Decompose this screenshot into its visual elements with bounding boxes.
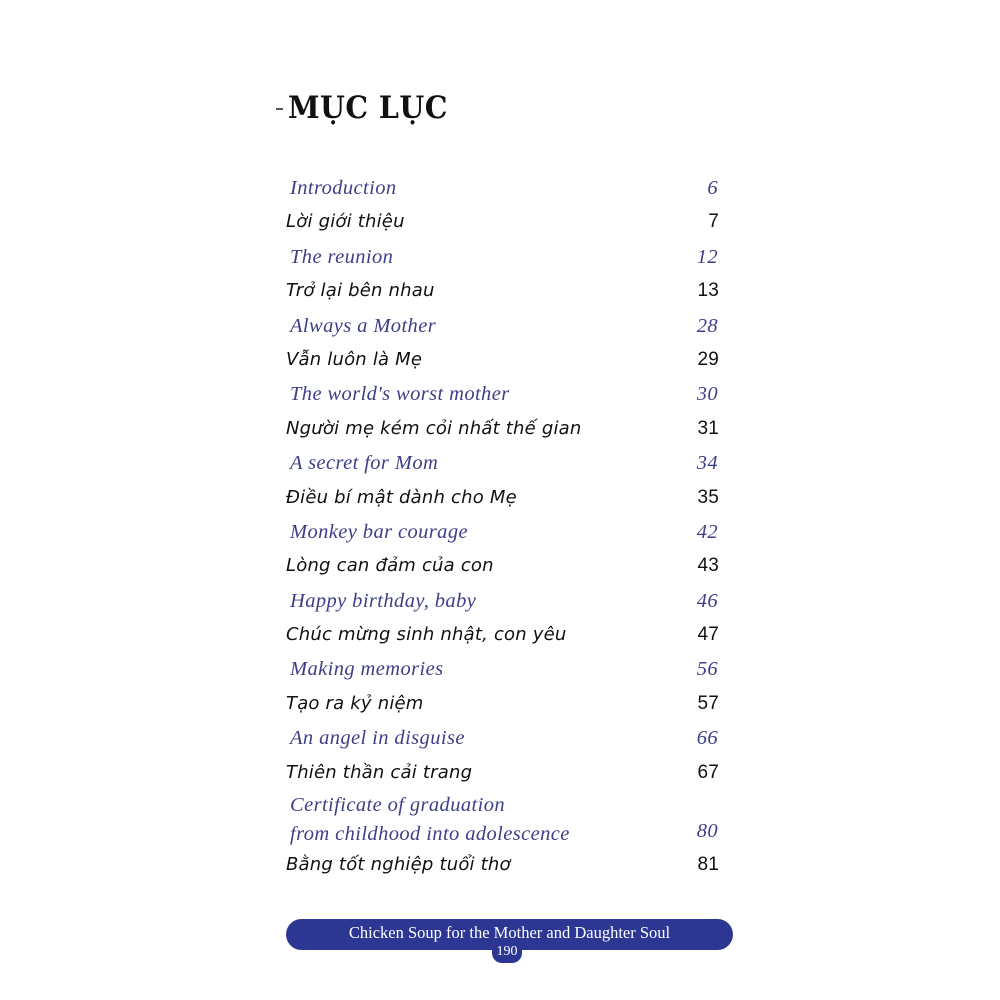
toc-entry-page: 81 — [697, 854, 719, 876]
toc-entry-title-line1: Certificate of graduation — [290, 794, 505, 817]
toc-entry-page: 67 — [697, 761, 719, 783]
toc-entry-title: Introduction — [290, 177, 397, 199]
toc-entry-title: A secret for Mom — [290, 452, 439, 475]
toc-entry-title: An angel in disguise — [290, 727, 465, 750]
toc-entry — [284, 171, 724, 205]
toc-entry-page: 43 — [697, 555, 719, 577]
toc-entry-title: The reunion — [290, 245, 394, 268]
toc-entry — [284, 240, 724, 274]
toc-entry — [284, 205, 724, 239]
toc-entry-title: Vẫn luôn là Mẹ — [286, 348, 423, 370]
toc-entry-page: 46 — [696, 589, 718, 612]
toc-entry-page: 42 — [696, 520, 718, 543]
toc-entry-page: 7 — [708, 211, 719, 233]
toc-entry-title: Lòng can đảm của con — [286, 555, 494, 577]
toc-entry-title: The world's worst mother — [290, 383, 510, 406]
toc-entry-page: 34 — [696, 452, 718, 475]
toc-entry — [284, 721, 724, 755]
toc-entry-title: Tạo ra kỷ niệm — [286, 692, 424, 714]
toc-entry — [284, 446, 724, 480]
page-number: 190 — [492, 943, 522, 963]
toc-entry-title: Trở lại bên nhau — [286, 280, 435, 302]
toc-entry — [284, 412, 724, 446]
toc-entry-title: Điều bí mật dành cho Mẹ — [286, 486, 517, 508]
toc-entry — [284, 848, 724, 882]
toc-entry-title: Monkey bar courage — [290, 520, 468, 543]
toc-entry — [284, 549, 724, 583]
toc-entry — [284, 377, 724, 411]
toc-entry-title: Always a Mother — [290, 314, 437, 337]
toc-entry — [284, 481, 724, 515]
toc-entry — [284, 343, 724, 377]
toc-entry-page: 57 — [697, 692, 719, 714]
toc-entry-page: 6 — [707, 177, 718, 199]
toc-entry — [284, 618, 724, 652]
toc-entry-page: 56 — [696, 658, 718, 681]
toc-entry-title: Happy birthday, baby — [290, 589, 477, 612]
footer-book-title: Chicken Soup for the Mother and Daughter Soul — [348, 923, 671, 942]
toc-entry-title — [290, 791, 570, 849]
toc-entry-page: 13 — [697, 280, 719, 302]
heading-dash — [276, 108, 283, 110]
toc-entry — [284, 790, 724, 848]
toc-entry-title: Người mẹ kém cỏi nhất thế gian — [286, 417, 582, 439]
toc-entry-page: 47 — [697, 624, 719, 646]
table-of-contents — [284, 171, 724, 882]
toc-entry-page: 30 — [696, 383, 718, 406]
toc-entry — [284, 515, 724, 549]
page-title: MỤC LỤC — [288, 90, 448, 126]
toc-entry — [284, 687, 724, 721]
toc-entry-title: Bằng tốt nghiệp tuổi thơ — [286, 854, 511, 876]
toc-entry-title: Chúc mừng sinh nhật, con yêu — [286, 624, 567, 646]
toc-entry-title: Lời giới thiệu — [286, 211, 405, 233]
toc-entry — [284, 756, 724, 790]
toc-entry — [284, 309, 724, 343]
toc-entry-page: 35 — [697, 486, 719, 508]
toc-entry-page: 80 — [696, 820, 718, 843]
toc-entry — [284, 584, 724, 618]
toc-entry — [284, 274, 724, 308]
toc-entry-title-line2: from childhood into adolescence — [290, 823, 570, 846]
toc-entry — [284, 652, 724, 686]
toc-entry-page: 66 — [696, 727, 718, 750]
toc-entry-page: 29 — [697, 348, 719, 370]
toc-entry-title: Making memories — [290, 658, 444, 681]
toc-entry-title: Thiên thần cải trang — [286, 761, 473, 783]
toc-entry-page: 28 — [696, 314, 718, 337]
toc-entry-page: 12 — [696, 245, 718, 268]
toc-entry-page: 31 — [697, 417, 719, 439]
